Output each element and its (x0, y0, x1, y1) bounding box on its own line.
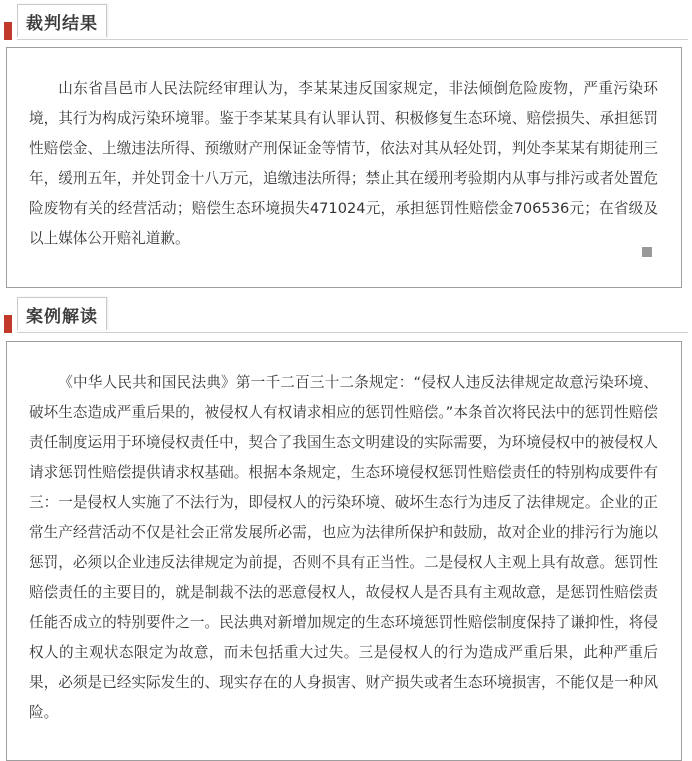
section-header-verdict (4, 4, 688, 40)
verdict-content-box (6, 47, 682, 288)
section-accent-bar (4, 315, 12, 333)
section-accent-bar (4, 22, 12, 40)
section-divider (17, 39, 688, 40)
end-mark-icon (642, 247, 652, 257)
verdict-paragraph: 山东省昌邑市人民法院经审理认为，李某某违反国家规定，非法倾倒危险废物，严重污染环境，其行为构成污染环境罪。鉴于李某某具有认罪认罚、积极修复生态环境、赔偿损失、承担惩罚性赔偿金、上缴违法所得、预缴财产刑保证金等情节，依法对其从轻处罚，判处李某某有期徒刑三年，缓刑五年，并处罚金十八万元，追缴违法所得；禁止其在缓刑考验期内从事与排污或者处置危险废物有关的经营活动；赔偿生态环境损失471024元，承担惩罚性赔偿金706536元；在省级及以上媒体公开赔礼道歉。 (29, 80, 658, 247)
interpretation-paragraph: 《中华人民共和国民法典》第一千二百三十二条规定：“侵权人违反法律规定故意污染环境、破坏生态造成严重后果的，被侵权人有权请求相应的惩罚性赔偿。”本条首次将民法中的惩罚性赔偿责任制度运用于环境侵权责任中，契合了我国生态文明建设的实际需要，为环境侵权中的被侵权人请求惩罚性赔偿提供请求权基础。根据本条规定，生态环境侵权惩罚性赔偿责任的特别构成要件有三：一是侵权人实施了不法行为，即侵权人的污染环境、破坏生态行为违反了法律规定。企业的正常生产经营活动不仅是社会正常发展所必需，也应为法律所保护和鼓励，故对企业的排污行为施以惩罚，必须以企业违反法律规定为前提，否则不具有正当性。二是侵权人主观上具有故意。惩罚性赔偿责任的主要目的，就是制裁不法的恶意侵权人，故侵权人是否具有主观故意，是惩罚性赔偿责任能否成立的特别要件之一。民法典对新增加规定的生态环境惩罚性赔偿制度保持了谦抑性，将侵权人的主观状态限定为故意，而未包括重大过失。三是侵权人的行为造成严重后果，此种严重后果，必须是已经实际发生的、现实存在的人身损害、财产损失或者生态环境损害，不能仅是一种风险。 (29, 374, 658, 721)
section-divider (17, 332, 688, 333)
section-title-verdict: 裁判结果 (17, 4, 107, 37)
section-title-interpretation: 案例解读 (17, 297, 107, 330)
section-header-interpretation (4, 297, 688, 333)
interpretation-content-box (6, 341, 682, 761)
